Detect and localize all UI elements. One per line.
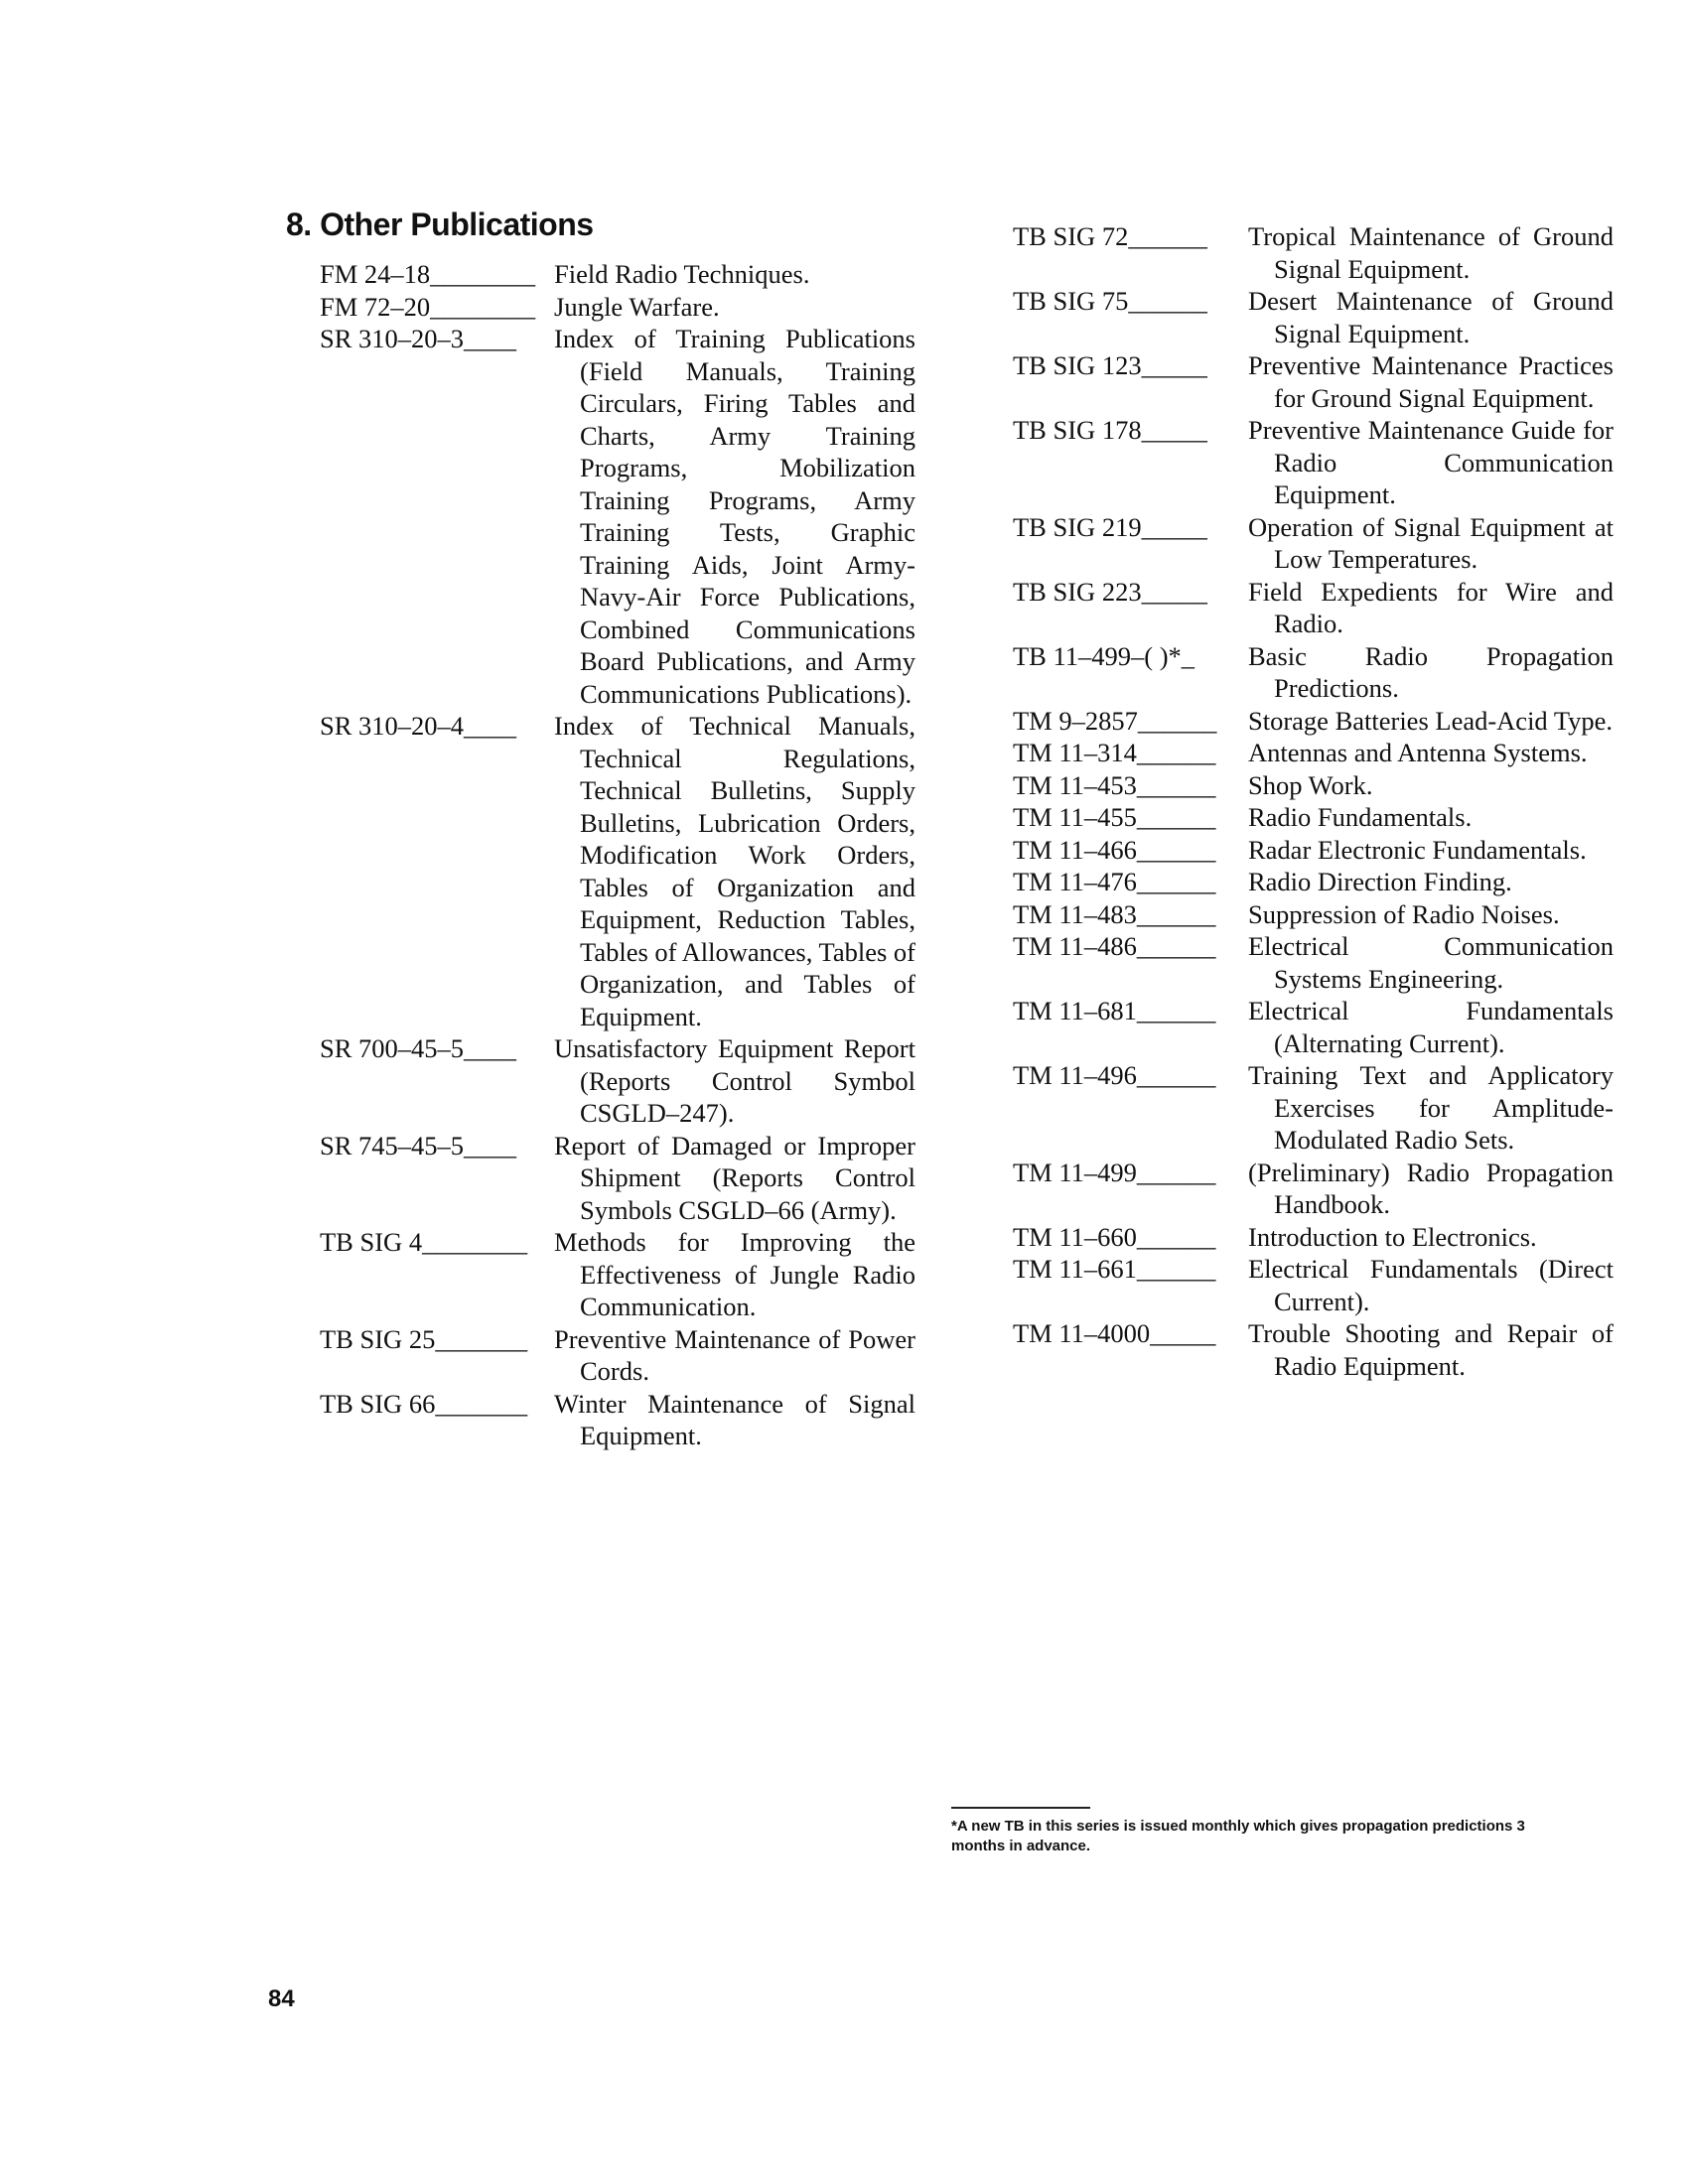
publication-title [1248, 349, 1614, 414]
publication-entry [1013, 898, 1614, 931]
publication-title [1248, 511, 1614, 576]
publication-entry [320, 710, 915, 1032]
publication-entry [1013, 1157, 1614, 1221]
publication-entry [1013, 414, 1614, 511]
publication-number: TM 11–4000_____ [1013, 1318, 1216, 1348]
publication-entry [1013, 220, 1614, 285]
publication-entry [1013, 511, 1614, 576]
publication-title-text: Index of Training Publications (Field Manuals, Training Circulars, Firing Tables and Charts, Army Training Programs, Mobilization Training Programs, Army Training Tests, Graphic Training Aids, Joint Army-Navy-Air Force Publications, Combined Communications Board Publications, and Army Communications Publications). [554, 324, 915, 709]
publication-title [1248, 834, 1614, 867]
publication-number: TB SIG 75______ [1013, 286, 1207, 316]
publication-entry [1013, 349, 1614, 414]
publication-title [1248, 705, 1614, 738]
publication-title [554, 1226, 915, 1323]
publication-title-text: Electrical Fundamentals (Direct Current). [1248, 1254, 1614, 1316]
publication-title-text: Basic Radio Propagation Predictions. [1248, 640, 1614, 703]
publication-title-text: Tropical Maintenance of Ground Signal Equipment. [1248, 221, 1614, 284]
publication-title-text: Antennas and Antenna Systems. [1248, 738, 1588, 767]
publication-title [554, 291, 915, 324]
publication-title [554, 1130, 915, 1227]
publication-number: TB SIG 178_____ [1013, 415, 1207, 445]
publication-number: FM 24–18________ [320, 259, 536, 289]
publication-title [554, 1388, 915, 1452]
publication-number: TM 11–314______ [1013, 738, 1216, 767]
publication-number: SR 745–45–5____ [320, 1130, 517, 1160]
page-number: 84 [268, 1985, 295, 2012]
publication-title [1248, 285, 1614, 349]
publication-title [1248, 1317, 1614, 1382]
publication-title [1248, 769, 1614, 802]
publication-title [1248, 737, 1614, 769]
publication-entry [1013, 769, 1614, 802]
publication-title-text: Index of Technical Manuals, Technical Regulations, Technical Bulletins, Supply Bulletins, Lubrication Orders, Modification Work Orders, Tables of Organization and Equipment, Reduction Tables, Tables of Allowances, Tables of Organization, and Tables of Equipment. [554, 711, 916, 1031]
publication-number: TM 11–681______ [1013, 996, 1216, 1025]
publication-entry [1013, 705, 1614, 738]
publication-number: TM 11–466______ [1013, 834, 1216, 865]
publication-entry [1013, 1253, 1614, 1317]
left-column-list [320, 258, 915, 1452]
publication-entry [1013, 866, 1614, 898]
publication-entry [1013, 576, 1614, 640]
publication-entry [1013, 930, 1614, 995]
publication-entry [1013, 737, 1614, 769]
publication-title-text: Shop Work. [1248, 769, 1373, 800]
publication-title [1248, 866, 1614, 898]
publication-title [554, 1032, 915, 1130]
publication-title [1248, 995, 1614, 1059]
publication-entry [1013, 995, 1614, 1059]
publication-number: TM 11–486______ [1013, 931, 1216, 961]
publication-entry [1013, 640, 1614, 705]
publication-title-text: Suppression of Radio Noises. [1248, 898, 1560, 929]
publication-title [1248, 414, 1614, 511]
publication-number: SR 310–20–4____ [320, 711, 517, 741]
publication-entry [320, 258, 915, 291]
publication-number: TM 11–453______ [1013, 769, 1216, 800]
publication-number: FM 72–20________ [320, 291, 536, 322]
publication-title [554, 710, 915, 1032]
publication-title-text: Preventive Maintenance of Power Cords. [554, 1323, 915, 1386]
publication-number: TM 11–476______ [1013, 867, 1216, 896]
publication-title-text: Desert Maintenance of Ground Signal Equipment. [1248, 286, 1614, 348]
publication-entry [1013, 285, 1614, 349]
publication-title [1248, 1221, 1614, 1254]
publication-number: SR 700–45–5____ [320, 1033, 517, 1063]
publication-number: TM 11–496______ [1013, 1060, 1216, 1090]
publication-title [1248, 1157, 1614, 1221]
publication-number: TM 11–499______ [1013, 1157, 1216, 1187]
publication-title [554, 258, 915, 291]
publication-title-text: Winter Maintenance of Signal Equipment. [554, 1388, 915, 1450]
publication-entry [320, 291, 915, 324]
publication-number: TM 9–2857______ [1013, 705, 1217, 736]
publication-number: TB SIG 123_____ [1013, 350, 1207, 380]
publication-title-text: Field Radio Techniques. [554, 259, 810, 289]
publication-title-text: Field Expedients for Wire and Radio. [1248, 576, 1614, 638]
publication-title [1248, 1059, 1614, 1157]
publication-title-text: Storage Batteries Lead-Acid Type. [1248, 705, 1614, 736]
publication-number: TB 11–499–( )*_ [1013, 640, 1196, 671]
publication-title [554, 1323, 915, 1388]
publication-title-text: Preventive Maintenance Guide for Radio Communication Equipment. [1248, 415, 1614, 509]
publication-entry [1013, 1059, 1614, 1157]
publication-title-text: Methods for Improving the Effectiveness of Jungle Radio Communication. [554, 1227, 915, 1321]
footnote-divider [951, 1807, 1090, 1809]
publication-entry [1013, 834, 1614, 867]
publication-title-text: Operation of Signal Equipment at Low Temperatures. [1248, 511, 1614, 574]
publication-title-text: Electrical Fundamentals (Alternating Current). [1248, 996, 1614, 1058]
publication-title-text: Introduction to Electronics. [1248, 1221, 1537, 1252]
publication-title [1248, 576, 1614, 640]
publication-title-text: Radio Fundamentals. [1248, 802, 1473, 832]
publication-number: TM 11–661______ [1013, 1254, 1216, 1284]
publication-number: TM 11–455______ [1013, 802, 1216, 832]
publication-entry [320, 323, 915, 710]
publication-title-text: Jungle Warfare. [554, 291, 720, 322]
publication-title [1248, 930, 1614, 995]
publication-title-text: Radio Direction Finding. [1248, 867, 1512, 896]
publication-title-text: Unsatisfactory Equipment Report (Reports Control Symbol CSGLD–247). [554, 1033, 915, 1128]
publication-entry [320, 1032, 915, 1130]
publication-number: TB SIG 219_____ [1013, 511, 1207, 542]
publication-title-text: Preventive Maintenance Practices for Ground Signal Equipment. [1248, 350, 1614, 413]
publication-title [554, 323, 915, 710]
publication-entry [320, 1323, 915, 1388]
publication-entry [1013, 801, 1614, 834]
publication-entry [1013, 1221, 1614, 1254]
publication-title [1248, 898, 1614, 931]
publication-title-text: Trouble Shooting and Repair of Radio Equipment. [1248, 1318, 1614, 1381]
publication-number: TB SIG 223_____ [1013, 576, 1207, 607]
section-heading: 8. Other Publications [286, 206, 594, 242]
publication-number: TB SIG 25_______ [320, 1323, 528, 1354]
publication-title-text: (Preliminary) Radio Propagation Handbook. [1248, 1157, 1614, 1219]
publication-title [1248, 801, 1614, 834]
publication-number: TB SIG 72______ [1013, 221, 1207, 251]
publication-title [1248, 640, 1614, 705]
right-column-list [1013, 220, 1614, 1382]
publication-entry [320, 1130, 915, 1227]
publication-number: SR 310–20–3____ [320, 324, 517, 353]
publication-number: TM 11–660______ [1013, 1221, 1216, 1252]
publication-title [1248, 220, 1614, 285]
publication-title-text: Radar Electronic Fundamentals. [1248, 834, 1587, 865]
publication-title-text: Electrical Communication Systems Engineering. [1248, 931, 1614, 994]
publication-entry [320, 1226, 915, 1323]
publication-entry [1013, 1317, 1614, 1382]
publication-title-text: Report of Damaged or Improper Shipment (Reports Control Symbols CSGLD–66 (Army). [554, 1130, 915, 1225]
publication-number: TM 11–483______ [1013, 898, 1216, 929]
publication-title-text: Training Text and Applicatory Exercises for Amplitude-Modulated Radio Sets. [1248, 1060, 1614, 1155]
publication-number: TB SIG 4________ [320, 1227, 528, 1257]
footnote: *A new TB in this series is issued monthly which gives propagation predictions 3 months in advance. [951, 1818, 1525, 1854]
publication-title [1248, 1253, 1614, 1317]
publication-number: TB SIG 66_______ [320, 1388, 528, 1419]
publication-entry [320, 1388, 915, 1452]
